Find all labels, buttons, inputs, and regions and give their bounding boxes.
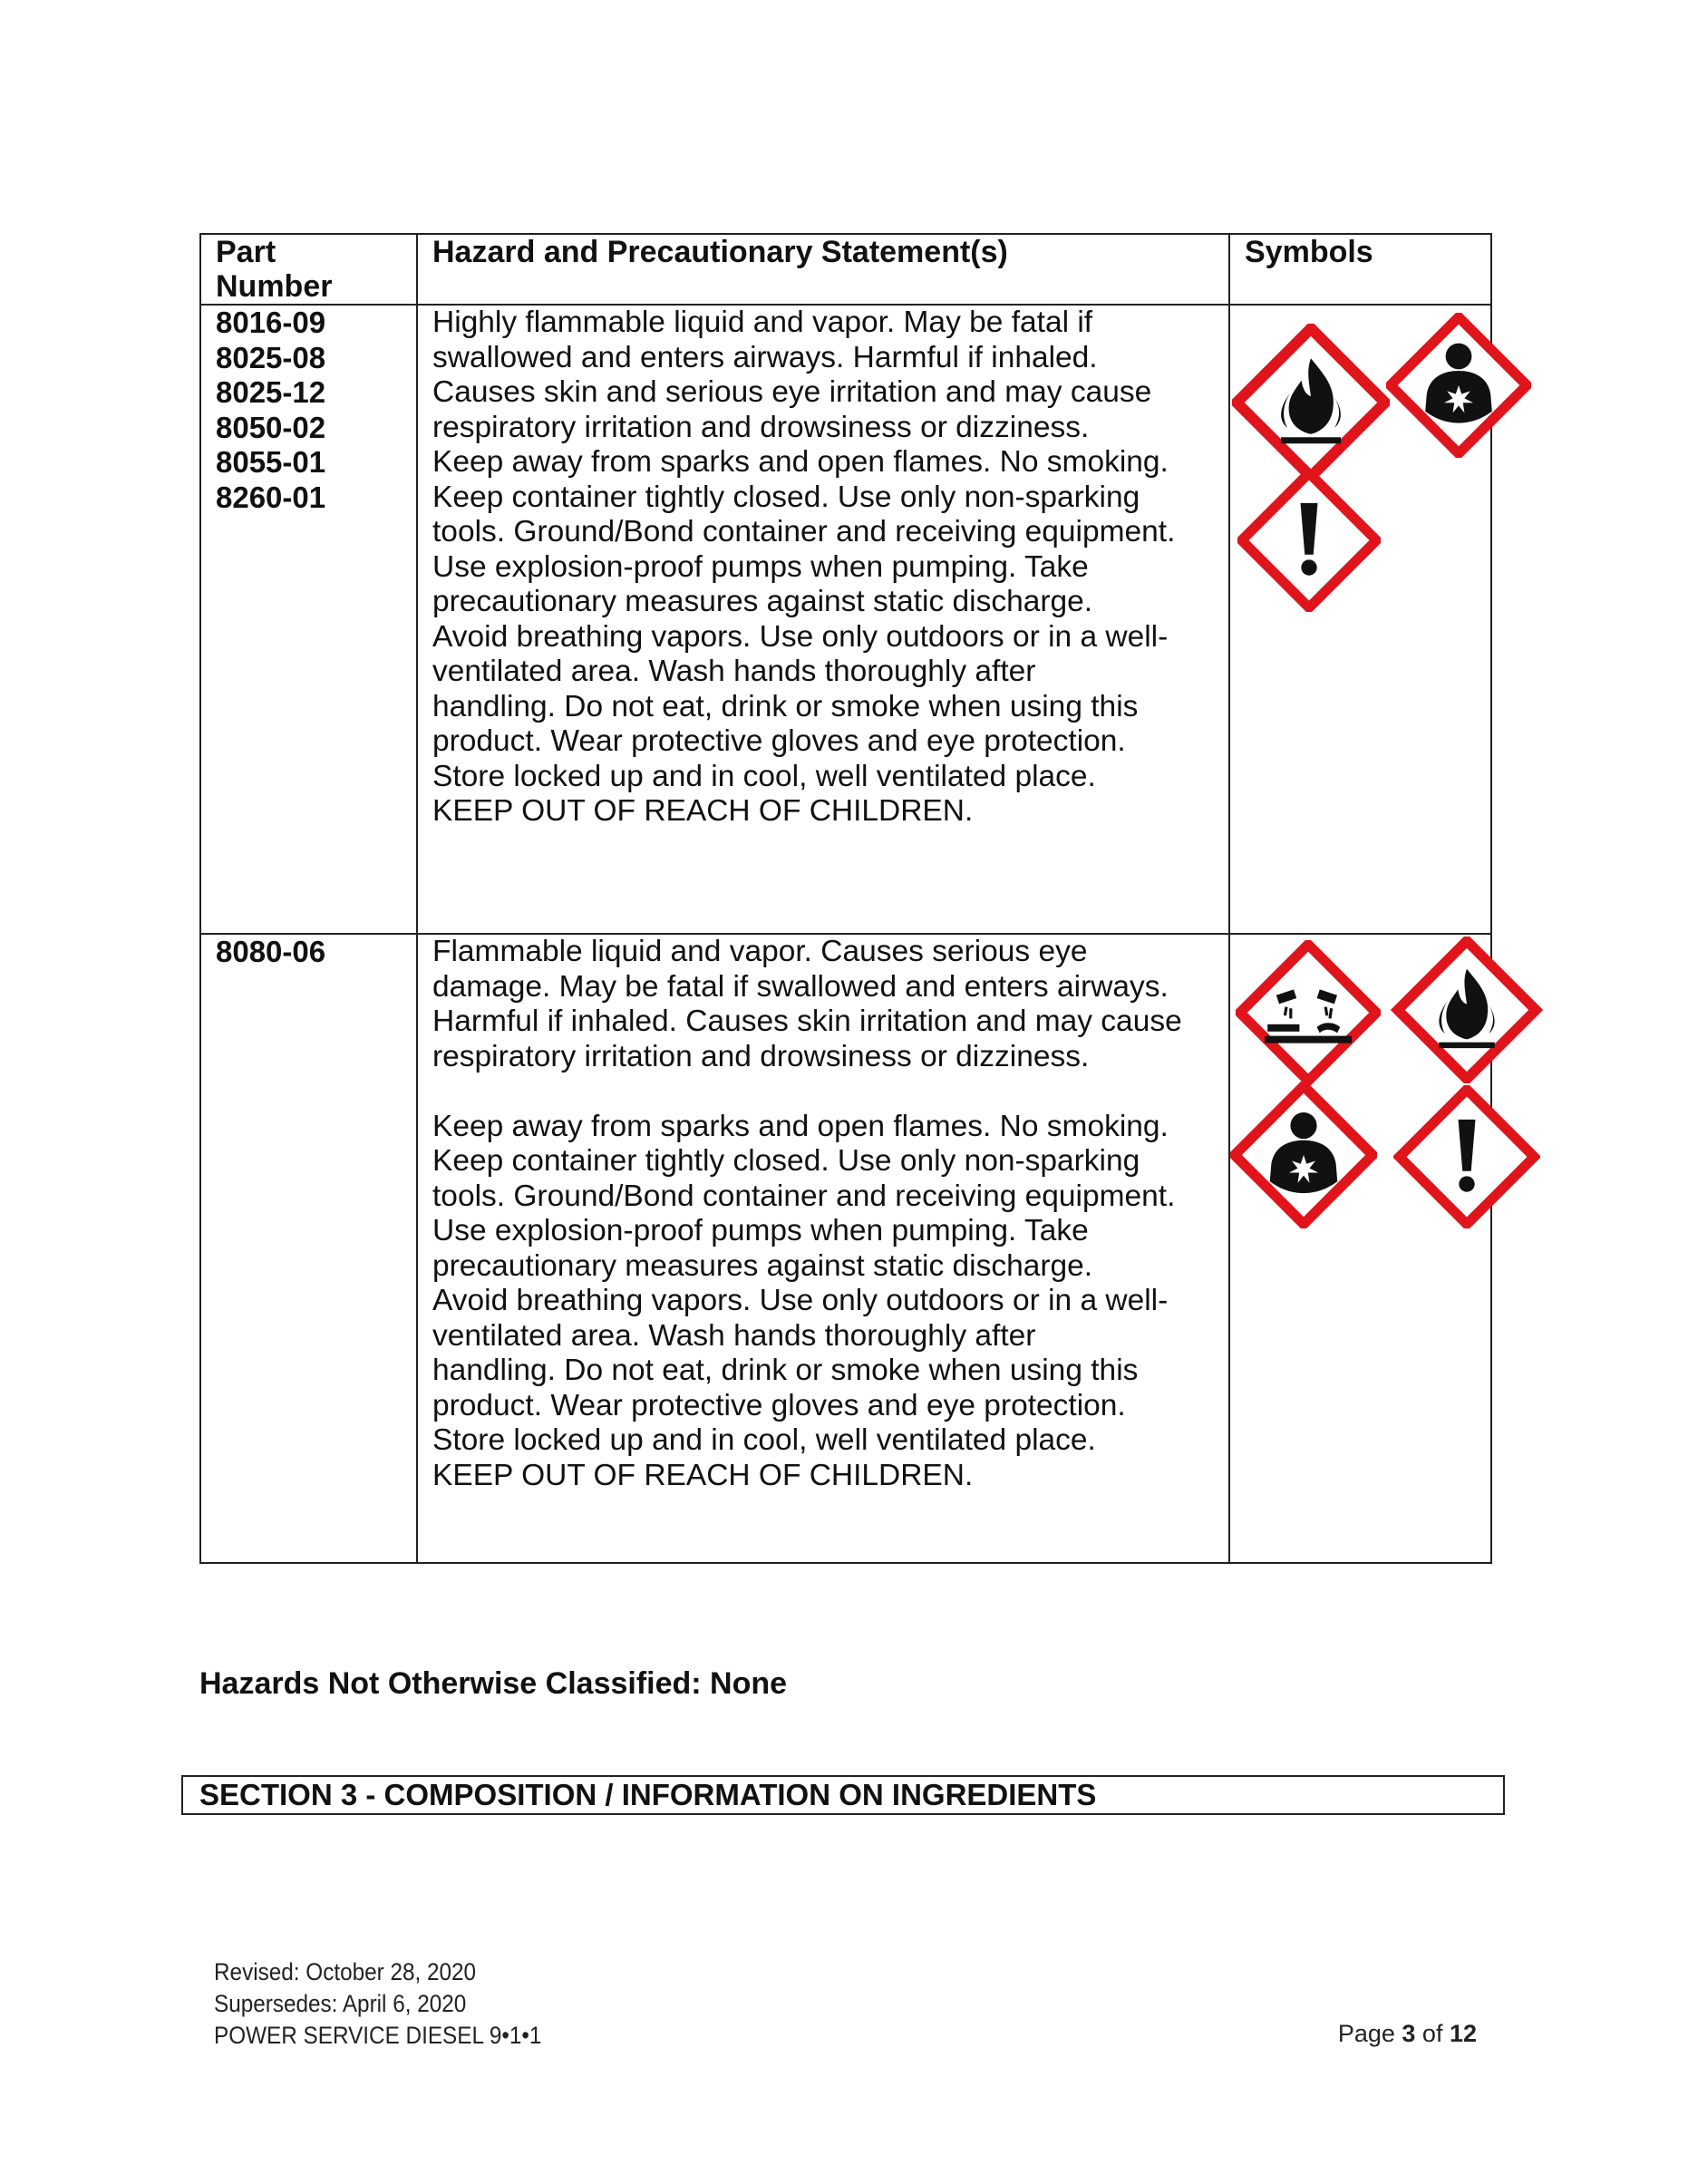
precaution-line: handling. Do not eat, drink or smoke when using this: [432, 1354, 1139, 1387]
hazard-line: damage. May be fatal if swallowed and enters airways.: [432, 969, 1169, 1004]
part-number: 8025-12: [216, 375, 326, 409]
precaution-line: product. Wear protective gloves and eye protection.: [432, 724, 1126, 758]
precaution-line: Keep container tightly closed. Use only non-sparking: [432, 480, 1140, 514]
part-number: 8055-01: [216, 445, 326, 479]
header-part-number: [200, 234, 417, 305]
exclamation-pictogram-icon: [1393, 1085, 1540, 1228]
precaution-line: Keep container tightly closed. Use only non-sparking: [432, 1144, 1140, 1178]
precaution-line: product. Wear protective gloves and eye protection.: [432, 1388, 1126, 1422]
precaution-line: Avoid breathing vapors. Use only outdoors or in a well-: [432, 619, 1169, 654]
hazard-line: Highly flammable liquid and vapor. May be fatal if: [432, 306, 1093, 339]
section-3-heading: SECTION 3 - COMPOSITION / INFORMATION ON INGREDIENTS: [181, 1775, 1505, 1815]
precaution-line: Keep away from sparks and open flames. No smoking.: [432, 445, 1169, 479]
flame-pictogram-icon: [1386, 937, 1547, 1083]
precaution-line: tools. Ground/Bond container and receiving equipment.: [432, 515, 1176, 548]
precaution-line: handling. Do not eat, drink or smoke when using this: [432, 689, 1139, 723]
hazards-not-otherwise-classified: Hazards Not Otherwise Classified: None: [199, 1666, 788, 1701]
part-number: 8260-01: [216, 480, 326, 514]
hazard-line: Harmful if inhaled. Causes skin irritation and may cause: [432, 1005, 1182, 1038]
header-symbols: Symbols: [1229, 234, 1491, 305]
page-prefix: Page: [1337, 2020, 1402, 2047]
header-part-line1: Part: [216, 235, 276, 269]
header-statements: Hazard and Precautionary Statement(s): [417, 234, 1229, 305]
hazard-line: Causes skin and serious eye irritation and may cause: [432, 375, 1152, 409]
part-number: 8080-06: [216, 935, 326, 968]
product-name: POWER SERVICE DIESEL 9•1•1: [214, 2022, 542, 2049]
precaution-line: tools. Ground/Bond container and receiving equipment.: [432, 1179, 1176, 1213]
page-total: 12: [1449, 2020, 1477, 2047]
precaution-line: Store locked up and in cool, well ventilated place.: [432, 1423, 1096, 1457]
statement-cell: [417, 305, 1229, 934]
supersedes-date: Supersedes: April 6, 2020: [214, 1990, 467, 2017]
symbols-cell: [1229, 934, 1491, 1563]
header-part-line2: Number: [216, 269, 333, 304]
precaution-line: KEEP OUT OF REACH OF CHILDREN.: [432, 794, 974, 828]
hazard-line: respiratory irritation and drowsiness or dizziness.: [432, 1039, 1090, 1073]
precaution-line: KEEP OUT OF REACH OF CHILDREN.: [432, 1458, 974, 1492]
part-number-cell: [200, 305, 417, 934]
symbols-cell: [1229, 305, 1491, 934]
precaution-line: precautionary measures against static discharge.: [432, 1248, 1093, 1283]
health-hazard-pictogram-icon: [1230, 1082, 1377, 1228]
paragraph-gap: [432, 1074, 1214, 1110]
footer-revision-info: [214, 1956, 541, 2052]
precaution-line: ventilated area. Wash hands thoroughly after: [432, 1318, 1036, 1353]
part-number: 8025-08: [216, 340, 326, 374]
flame-pictogram-icon: [1232, 324, 1390, 481]
statement-cell: [417, 934, 1229, 1563]
part-number-cell: [200, 934, 417, 1563]
table-row: [200, 305, 1491, 934]
hazard-table: [199, 233, 1492, 1564]
precaution-line: Use explosion-proof pumps when pumping. Take: [432, 549, 1089, 584]
hazard-line: Flammable liquid and vapor. Causes serious eye: [432, 935, 1088, 968]
revised-date: Revised: October 28, 2020: [214, 1958, 477, 1985]
page-number: [1338, 2020, 1477, 2048]
part-number: 8016-09: [216, 306, 326, 339]
table-row: [200, 934, 1491, 1563]
precaution-line: ventilated area. Wash hands thoroughly after: [432, 655, 1036, 688]
part-number: 8050-02: [216, 410, 326, 444]
precaution-line: Use explosion-proof pumps when pumping. Take: [432, 1214, 1089, 1247]
hazard-line: swallowed and enters airways. Harmful if inhaled.: [432, 340, 1098, 374]
table-header-row: [200, 234, 1491, 305]
precaution-line: Store locked up and in cool, well ventilated place.: [432, 759, 1096, 793]
hazard-line: respiratory irritation and drowsiness or dizziness.: [432, 410, 1090, 444]
precaution-line: Keep away from sparks and open flames. No smoking.: [432, 1109, 1169, 1143]
exclamation-pictogram-icon: [1237, 469, 1381, 612]
page-of: of: [1415, 2020, 1450, 2047]
precaution-line: Avoid breathing vapors. Use only outdoors or in a well-: [432, 1284, 1169, 1317]
page-current: 3: [1402, 2020, 1416, 2047]
corrosion-pictogram-icon: [1236, 940, 1381, 1085]
health-hazard-pictogram-icon: [1386, 313, 1531, 458]
precaution-line: precautionary measures against static discharge.: [432, 585, 1093, 618]
